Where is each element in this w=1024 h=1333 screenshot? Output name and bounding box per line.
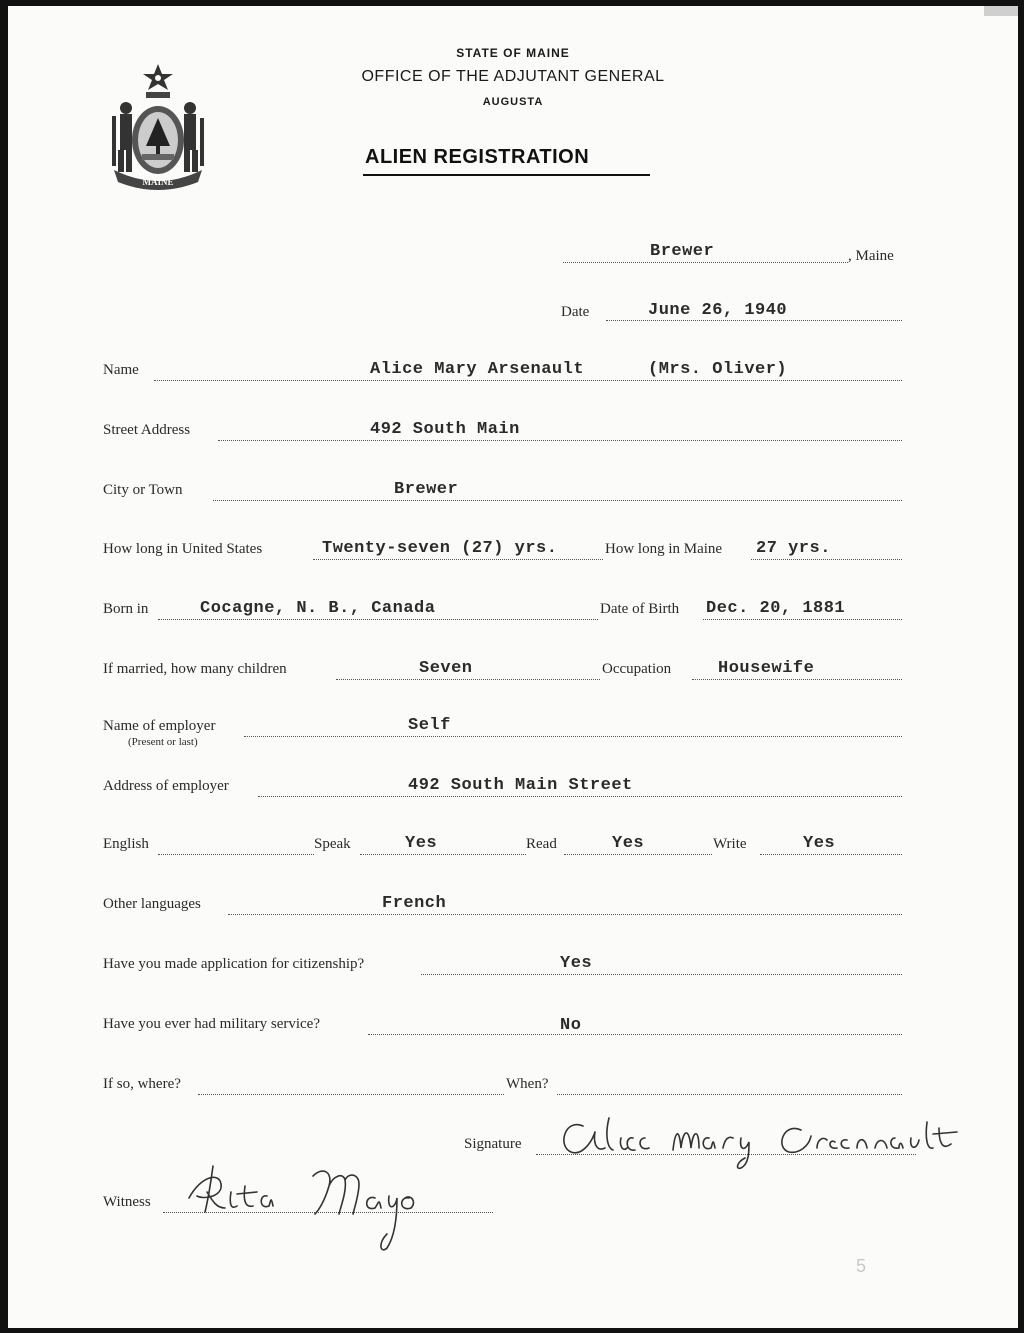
witness-label: Witness <box>103 1194 151 1210</box>
citizenship-value: Yes <box>560 954 593 973</box>
children-label: If married, how many children <box>103 661 287 677</box>
other-languages-value: French <box>382 894 447 913</box>
employer-address-line <box>258 796 902 797</box>
dob-value: Dec. 20, 1881 <box>706 599 846 618</box>
speak-value: Yes <box>405 834 438 853</box>
street-line <box>218 440 902 441</box>
how-long-us-line <box>313 559 603 560</box>
received-stamp: 5 <box>856 1256 867 1276</box>
military-value: No <box>560 1016 582 1035</box>
how-long-maine-line <box>751 559 902 560</box>
how-long-maine-value: 27 yrs. <box>756 539 831 558</box>
military-label: Have you ever had military service? <box>103 1016 320 1032</box>
write-value: Yes <box>803 834 836 853</box>
name-value-married: (Mrs. Oliver) <box>648 360 788 379</box>
name-line <box>154 380 902 381</box>
how-long-us-value: Twenty-seven (27) yrs. <box>322 539 558 558</box>
children-line <box>336 679 600 680</box>
street-label: Street Address <box>103 422 191 438</box>
other-languages-label: Other languages <box>103 896 201 912</box>
employer-address-value: 492 South Main Street <box>408 776 633 795</box>
city-value: Brewer <box>394 480 459 499</box>
speak-line <box>360 854 526 855</box>
place-line <box>563 262 848 263</box>
occupation-line <box>692 679 902 680</box>
signature-label: Signature <box>464 1136 522 1152</box>
employer-label: Name of employer <box>103 718 216 734</box>
citizenship-label: Have you made application for citizenship? <box>103 956 365 972</box>
header-state: STATE OF MAINE <box>456 46 570 60</box>
occupation-label: Occupation <box>602 661 672 677</box>
employer-sublabel: (Present or last) <box>128 736 198 748</box>
english-line <box>158 854 314 855</box>
employer-line <box>244 736 902 737</box>
name-label: Name <box>103 362 139 378</box>
born-in-line <box>158 619 598 620</box>
svg-text:MAINE: MAINE <box>142 177 174 187</box>
where-line <box>198 1094 504 1095</box>
write-label: Write <box>713 836 747 852</box>
form-title: ALIEN REGISTRATION <box>365 146 590 168</box>
children-value: Seven <box>419 659 473 678</box>
read-line <box>564 854 712 855</box>
signature-handwriting <box>553 1108 973 1170</box>
other-languages-line <box>228 914 902 915</box>
street-value: 492 South Main <box>370 420 520 439</box>
header-office: OFFICE OF THE ADJUTANT GENERAL <box>361 68 665 85</box>
when-line <box>557 1094 902 1095</box>
where-label: If so, where? <box>103 1076 181 1092</box>
when-label: When? <box>506 1076 549 1092</box>
born-in-label: Born in <box>103 601 149 617</box>
read-label: Read <box>526 836 557 852</box>
dob-label: Date of Birth <box>600 601 680 617</box>
how-long-maine-label: How long in Maine <box>605 541 723 557</box>
read-value: Yes <box>612 834 645 853</box>
speak-label: Speak <box>314 836 351 852</box>
title-underline <box>363 174 650 176</box>
date-value: June 26, 1940 <box>648 301 788 320</box>
citizenship-line <box>421 974 902 975</box>
employer-address-label: Address of employer <box>103 778 229 794</box>
city-label: City or Town <box>103 482 183 498</box>
svg-text:Alice Mary Arsenault: Alice Mary Arsenault <box>553 1108 562 1109</box>
write-line <box>760 854 902 855</box>
date-label: Date <box>561 304 590 320</box>
registration-form <box>8 6 1018 1328</box>
city-line <box>213 500 902 501</box>
witness-signature-handwriting <box>183 1156 443 1256</box>
how-long-us-label: How long in United States <box>103 541 263 557</box>
maine-seal-icon <box>106 60 210 190</box>
english-label: English <box>103 836 149 852</box>
name-value: Alice Mary Arsenault <box>370 360 585 379</box>
svg-text:Rita Mayo: Rita Mayo <box>183 1156 188 1157</box>
employer-value: Self <box>408 716 451 735</box>
place-suffix: , Maine <box>848 248 894 264</box>
header-city: AUGUSTA <box>482 96 544 108</box>
date-line <box>606 320 902 321</box>
scan-edge <box>984 6 1018 16</box>
born-in-value: Cocagne, N. B., Canada <box>200 599 436 618</box>
military-line <box>368 1034 902 1035</box>
occupation-value: Housewife <box>718 659 815 678</box>
dob-line <box>703 619 902 620</box>
place-value: Brewer <box>650 242 715 261</box>
